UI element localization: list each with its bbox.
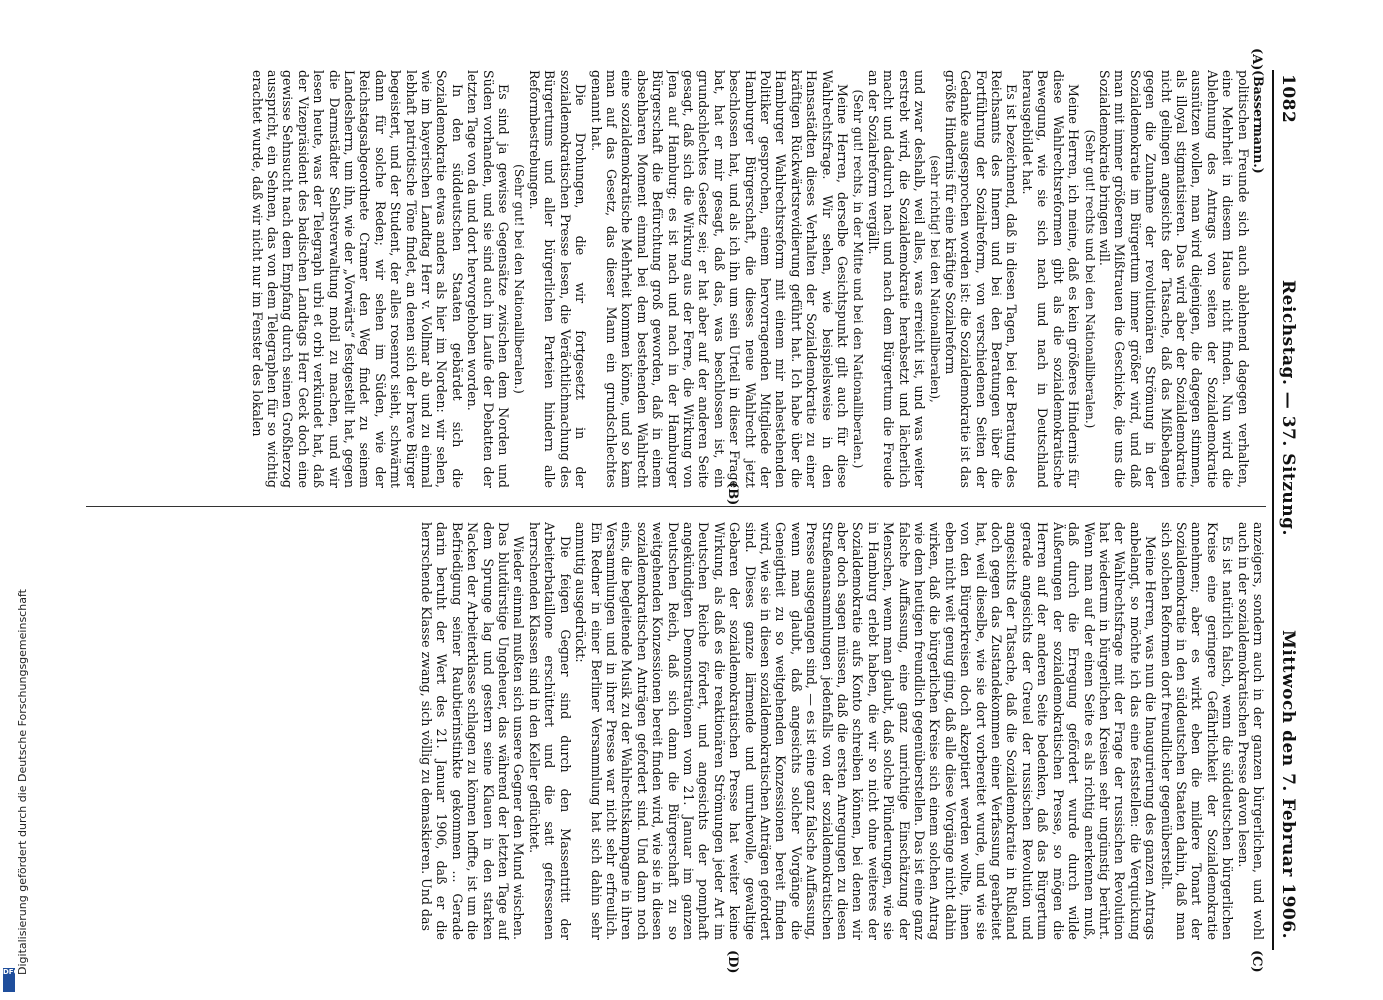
paragraph: Es sind ja gewisse Gegensätze zwischen dem Norden und Süden vorhanden, und sie sind auch im Laufe der Debatten der letzten Tage von da und dort hervorgehoben worden. [465,70,512,488]
paragraph: In den süddeutschen Staaten gebärdet sich die Sozialdemokratie etwas anders als hier im Norden: wir sehen, wie im bayerischen Landtag Herr v. Vollmar ab und zu einmal lebhaft patriotische Töne findet, an denen sich der brave Bürger begeistert, und der Student, der alles rosenrot sieht, schwärmt dann für solche Reden; wir sehen im Süden, wie der Reichstagsabgeordnete Cramer den Weg findet zu seinem Landesherrn, um ihn, wie der „Vorwärts“ festgestellt hat, gegen die Darmstädter Selbstverwaltung mobil zu machen, und wir lesen heute, was der Telegraph urbi et orbi verkündet hat, daß der Vizepräsident des badischen Landtags Herr Geck doch eine gewisse Sehnsucht nach dem Empfang durch seinen Großherzog ausspricht, ein Sehnen, das von dem Telegraphen für so wichtig erachtet wurde, daß wir nicht nur im Fenster des lokalen [249,70,465,488]
paragraph: Meine Herren, was nun die Inaugurierung des ganzen Antrags anbelangt, so möchte ich das eine feststellen: die Verquickung der Wahlrechtsfrage mit der Frage der russischen Revolution hat wiederum in bürgerlichen Kreisen sehr ungünstig berührt. Wenn man auf der einen Seite es als richtig anerkennen muß, daß durch die Erregung gefördert wurde durch wilde Äußerungen der sozialdemokratischen Presse, so mögen die Herren auf der anderen Seite bedenken, daß das Bürgertum gerade angesichts der Greuel der russischen Revolution und angesichts der Tatsache, daß die Sozialdemokratie in Rußland doch gegen das Zustandekommen einer Verfassung gearbeitet hat, weil dieselbe, wie sie dort vorbereitet wurde, und wie sie von den Bürgerkreisen doch akzeptiert werden wollte, ihnen eben nicht weit genug ging, daß alle diese Vorgänge nicht dahin wirken, daß die bürgerlichen Kreise sich einem solchen Antrag wie dem heutigen freundlich gegenüberstellen. Das ist eine ganz falsche Auffassung, eine ganz unrichtige Einschätzung der Menschen, wenn man glaubt, daß solche Plünderungen, wie sie in Hamburg erlebt haben, die wir so nicht ohne weiteres der Sozialdemokratie aufs Konto schreiben können, bei denen wir aber doch sagen müssen, daß die ersten Anregungen zu diesen Straßenansammlungen jedenfalls von der sozialdemokratischen Presse ausgegangen sind, — es ist eine ganz falsche Auffassung, wenn man glaubt, daß angesichts solcher Vorgänge die Geneigtheit zu so weitgehenden Konzessionen bereit finden wird, wie sie in diesen sozialdemokratischen Anträgen gefordert sind. Dieses ganze lärmende und unruhevolle, gewaltige Gebaren der sozialdemokratischen Presse hat weiter keine Wirkung, als daß es die reaktionären Strömungen jeder Art im Deutschen Reiche fördert, und angesichts der pomphaft angekündigten Demonstrationen vom 21. Januar im ganzen Deutschen Reich, daß sich dann die Bürgerschaft zu so weitgehenden Konzessionen bereit finden wird, wie sie in diesen sozialdemokratischen Anträgen gefordert sind. Und dann noch eins, die begleitende Musik zu der Wahlrechtskampagne in ihren Versammlungen und in ihrer Presse war nicht sehr erfreulich. Ein Redner in einer Berliner Versammlung hat sich dahin sehr anmutig ausgedrückt: [573,522,1159,940]
page-date: Mittwoch den 7. Februar 1906. [1278,630,1298,940]
digitization-credit: Digitalisierung gefördert durch die Deutsche Forschungsgemeinschaft [16,589,29,975]
paragraph: Die feigen Gegner sind durch den Massentritt der Arbeiterbataillone erschüttert und die satt gefressenen herrschenden Klassen sind in den Keller geflüchtet. [526,522,573,940]
dfg-logo: DFG [3,968,15,992]
paragraph: anzeigers, sondern auch in der ganzen bürgerlichen, und wohl auch in der sozialdemokratischen Presse davon lesen. [1235,522,1266,940]
right-column [86,522,1266,940]
paragraph: Es ist natürlich falsch, wenn die süddeutschen bürgerlichen Kreise eine geringere Gefährlichkeit der Sozialdemokratie annehmen; aber es wirkt eben die mildere Tonart der Sozialdemokratie in den süddeutschen Staaten dahin, daß man sich solchen Reformen dort freundlicher gegenüberstellt. [1158,522,1236,940]
paragraph: (Sehr gut! bei den Nationalliberalen.) [512,164,527,394]
paragraph: (Sehr gut! rechts und bei den Nationalliberalen.) [1082,129,1097,429]
paragraph: Wieder einmal mußten sich unsere Gegner den Mund wischen. Das blutdürstige Ungeheuer, das während der letzten Tage auf dem Sprunge lag und gestern seine Klauen in den starken Nacken der Arbeiterklasse schlagen zu können hoffte, ist um die Befriedigung seiner Raubtierinstinkte gekommen ... Gerade darin beruht der Wert des 21. Januar 1906, daß er die herrschende Klasse zwang, sich völlig zu demaskieren. Und das [419,522,527,940]
margin-mark-b: (B) [725,482,740,506]
paragraph: Es ist bezeichnend, daß in diesen Tagen, bei der Beratung des Reichsamts des Innern und bei den Beratungen über die Fortführung der Sozialreform, von verschiedenen Seiten der Gedanke ausgesprochen worden ist: die Sozialdemokratie ist das größte Hindernis für eine kräftige Sozialreform [942,70,1020,488]
paragraph: (Bassermann.) [1251,70,1266,174]
page-header [1272,70,1300,950]
page-title: Reichstag. — 37. Sitzung. [1278,280,1298,536]
paragraph: und zwar deshalb, weil alles, was erreicht ist, und was weiter erstrebt wird, die Sozialdemokratie herabsetzt und lächerlich macht und dadurch nach und nach dem Bürgertum die Freude an der Sozialreform vergällt. [865,70,928,488]
margin-mark-a: (A) [1249,48,1264,71]
newspaper-page [70,48,1300,974]
page-number: 1082 [1278,74,1298,124]
left-column [86,70,1266,488]
paragraph: Meine Herren, ich meine, daß es kein größeres Hindernis für diese Wahlrechtsreformen gibt als die sozialdemokratische Bewegung, wie sie sich nach und nach in Deutschland herausgebildet hat. [1019,70,1082,488]
paragraph: politischen Freunde sich auch ablehnend dagegen verhalten, eine Mehrheit in diesem Hause nicht finden. Nun wird die Ablehnung des Antrags von seiten der Sozialdemokratie ausnützen wollen, man wird diejenigen, die dagegen stimmen, als illoyal stigmatisieren. Das wird aber der Sozialdemokratie nicht gelingen angesichts der Tatsache, daß das Mißbehagen gegen die Zunahme der revolutionären Strömung in der Sozialdemokratie im Bürgertum immer größer wird, und daß man mit immer größerem Mißtrauen die Geschicke, die uns die Sozialdemokratie bringen will. [1096,70,1251,488]
margin-mark-c: (C) [1249,950,1264,973]
paragraph: Die Drohungen, die wir fortgesetzt in der sozialdemokratischen Presse lesen, die Verächtlichmachung des Bürgertums und aller bürgerlichen Parteien hindern alle Reformbestrebungen. [526,70,589,488]
paragraph: Meine Herren, derselbe Gesichtspunkt gilt auch für diese Wahlrechtsfrage. Wir sehen, wie beispielsweise in den Hansastädten dieses Verhalten der Sozialdemokratie zu einer kräftigen Rückwärtsrevidierung geführt hat. Ich habe über die Hamburger Wahlrechtsreform mit einem mir nahestehenden Politiker gesprochen, einem hervorragenden Mitgliede der Hamburger Bürgerschaft, die dieses neue Wahlrecht jetzt beschlossen hat, und als ich ihn um sein Urteil in dieser Frage bat, hat er mir gesagt, daß das, was beschlossen ist, ein grundschlechtes Gesetz sei; er hat aber auf der anderen Seite gesagt, daß sich die Wirkung aus der Ferne, die Wirkung von Jena auf Hamburg; es ist nach und nach in der Hamburger Bürgerschaft die Befürchtung groß geworden, daß in einem absehbaren Moment einmal bei dem bestehenden Wahlrecht eine sozialdemokratische Mehrheit kommen könne, und so kam man auf das Gesetz, das dieser Mann ein grundschlechtes genannt hat. [588,70,851,488]
footer-strip [0,0,29,1000]
margin-mark-d: (D) [725,950,740,974]
paragraph: (Sehr gut! rechts, in der Mitte und bei den Nationalliberalen.) [851,89,866,469]
column-divider [86,506,1266,507]
paragraph: (sehr richtig! bei den Nationalliberalen), [928,155,943,403]
